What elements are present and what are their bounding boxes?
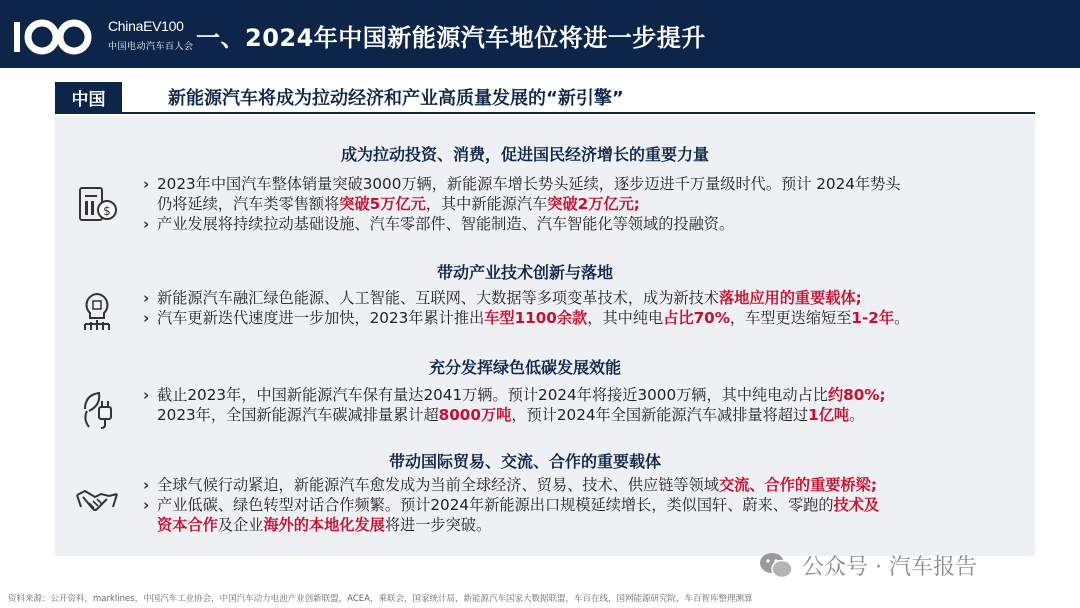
chinaev100-logo[interactable] <box>12 12 194 56</box>
body-text: 截止2023年，中国新能源汽车保有量达2041万辆。预计2024年将接近3000万辆，其中纯电动占比 <box>157 386 828 404</box>
bullet-continuation <box>143 405 1023 425</box>
header-bar <box>0 0 1080 68</box>
body-text: 新能源汽车融汇绿色能源、人工智能、互联网、大数据等多项变革技术，成为新技术 <box>157 289 719 307</box>
highlight-text: 8000万吨 <box>438 406 512 424</box>
section-title: 带动产业技术创新与落地 <box>436 263 613 282</box>
body-text: 。 <box>894 309 910 327</box>
body-text: 汽车更新迭代速度进一步加快，2023年累计推出 <box>157 309 485 327</box>
body-text: ，其中新能源汽车 <box>425 195 548 213</box>
source-footnote: 资料来源：公开资料，marklines，中国汽车工业协会，中国汽车动力电池产业创新联盟，ACEA，乘联会，国家统计局，新能源汽车国家大数据联盟，车百在线，国网能源研究院，车百智库整理测算 <box>8 594 753 604</box>
bullet-item <box>143 308 1023 328</box>
body-text: 。 <box>849 406 865 424</box>
highlight-text: 交流、合作的重要桥梁; <box>718 476 877 494</box>
highlight-text: 海外的本地化发展 <box>263 516 385 534</box>
bullet-list <box>143 475 1023 535</box>
logo-text-cn: 中国电动汽车百人会 <box>108 42 194 52</box>
body-text: 及企业 <box>217 516 264 534</box>
wechat-icon <box>758 551 794 581</box>
finance-document-icon <box>75 182 119 226</box>
body-text: 全球气候行动紧迫，新能源汽车愈发成为当前全球经济、贸易、技术、供应链等领域 <box>157 476 719 494</box>
body-text: ，预计2024年全国新能源汽车减排量将超过 <box>511 406 809 424</box>
bullet-list <box>143 174 1023 234</box>
bullet-item <box>143 385 1023 405</box>
highlight-text: 1-2年 <box>851 309 895 327</box>
highlight-text: 资本合作 <box>157 516 218 534</box>
bullet-list <box>143 288 1023 328</box>
highlight-text: 车型1100余款 <box>484 309 588 327</box>
body-text: 2023年中国汽车整体销量突破3000万辆，新能源车增长势头延续，逐步迈进千万量级时代。预计 2024年势头 <box>157 175 901 193</box>
subtitle-divider <box>55 112 1035 114</box>
bullet-item <box>143 214 1023 234</box>
bullet-item <box>143 288 1023 308</box>
body-text: 产业发展将持续拉动基础设施、汽车零部件、智能制造、汽车智能化等领域的投融资。 <box>157 215 735 233</box>
logo-text-en: ChinaEV100 <box>108 18 184 34</box>
page-title: 一、2024年中国新能源汽车地位将进一步提升 <box>196 24 706 52</box>
body-text: ，其中纯电 <box>587 309 664 327</box>
bullet-item <box>143 495 1023 515</box>
bullet-continuation <box>143 515 1023 535</box>
body-text: 将进一步突破。 <box>384 516 492 534</box>
highlight-text: 落地应用的重要载体; <box>718 289 862 307</box>
svg-text:$: $ <box>103 204 111 218</box>
highlight-text: 约80%; <box>827 386 886 404</box>
bullet-continuation <box>143 194 1023 214</box>
body-text: 仍将延续，汽车类零售额将 <box>157 195 340 213</box>
watermark-text: 公众号 · 汽车报告 <box>802 555 977 580</box>
highlight-text: 突破2万亿元; <box>547 195 640 213</box>
section-title: 充分发挥绿色低碳发展效能 <box>428 358 621 377</box>
green-energy-plug-icon <box>75 387 119 431</box>
region-tag: 中国 <box>55 82 122 112</box>
logo-100-mark-icon <box>12 16 94 56</box>
bullet-item <box>143 174 1023 194</box>
wechat-watermark <box>758 550 977 581</box>
highlight-text: 占比70% <box>663 309 730 327</box>
body-text: ，车型更迭缩短至 <box>729 309 852 327</box>
section-title: 成为拉动投资、消费，促进国民经济增长的重要力量 <box>340 145 709 164</box>
body-text: 2023年，全国新能源汽车碳减排量累计超 <box>157 406 439 424</box>
chip-innovation-icon <box>75 290 119 334</box>
section-title: 带动国际贸易、交流、合作的重要载体 <box>388 452 661 471</box>
bullet-list <box>143 385 1023 425</box>
bullet-item <box>143 475 1023 495</box>
body-text: 产业低碳、绿色转型对话合作频繁。预计2024年新能源出口规模延续增长，类似国轩、蔚来、零跑的 <box>157 496 834 514</box>
highlight-text: 技术及 <box>833 496 880 514</box>
handshake-icon <box>75 481 119 525</box>
section-subtitle: 新能源汽车将成为拉动经济和产业高质量发展的“新引擎” <box>168 88 624 109</box>
highlight-text: 突破5万亿元 <box>339 195 426 213</box>
highlight-text: 1亿吨 <box>808 406 850 424</box>
